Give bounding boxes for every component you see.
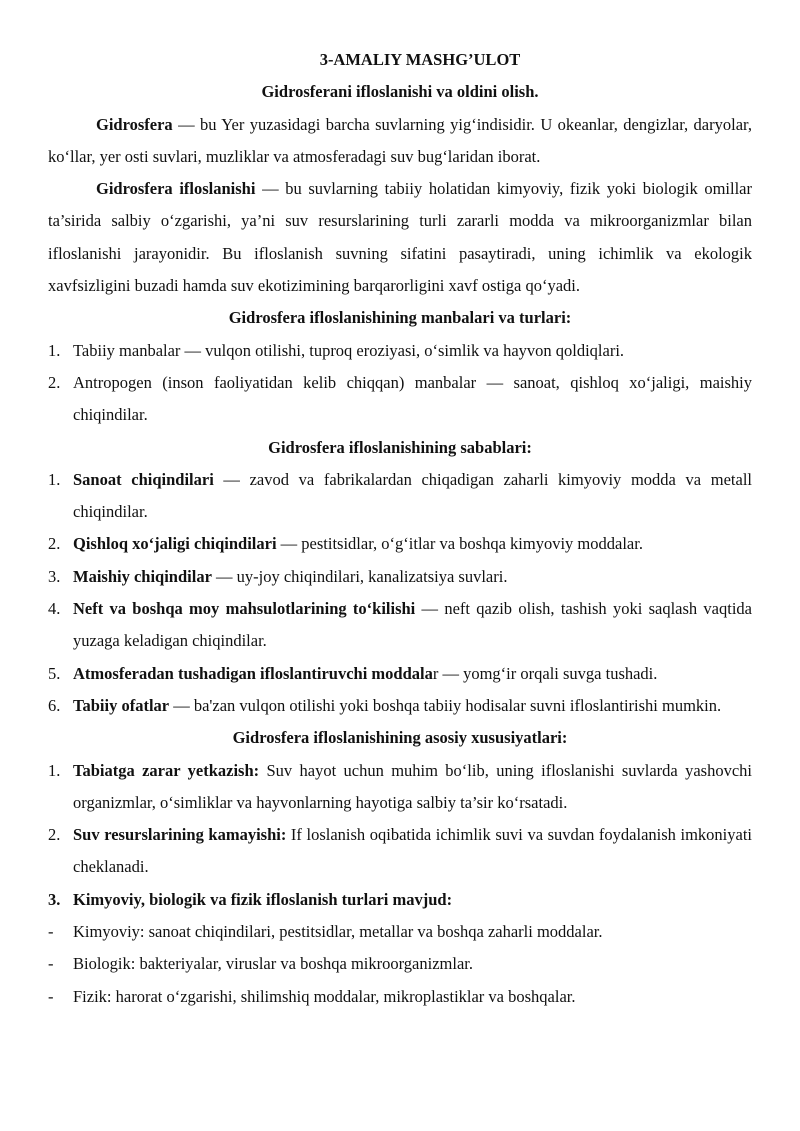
dash-item: - Biologik: bakteriyalar, viruslar va boshqa mikroorganizmlar. — [48, 954, 473, 974]
dash-item: - Kimyoviy: sanoat chiqindilari, pestitsidlar, metallar va boshqa zaharli moddalar. — [48, 922, 603, 942]
list-item: 2. Qishloq xo‘jaligi chiqindilari — pestitsidlar, o‘g‘itlar va boshqa kimyoviy moddalar. — [48, 534, 643, 554]
section-heading-sources: Gidrosfera ifloslanishining manbalari va turlari: — [228, 308, 572, 328]
intro-paragraph-2: Gidrosfera ifloslanishi — bu suvlarning tabiiy holatidan kimyoviy, fizik yoki biologik omillar ta’sirida salbiy o‘zgarishi, ya’ni suv resurslarining turli zararli modda va mikroorganizmlar bilan ifloslanishi jarayonidir. Bu ifloslanish suvning sifatini pasaytiradi, uning ichimlik va ekologik xavfsizligini buzadi hamda suv ekotizimining barqarorligini xavf ostiga qo‘yadi. — [48, 179, 752, 296]
list-item: 2. Antropogen (inson faoliyatidan kelib chiqqan) manbalar — sanoat, qishloq xo‘jaligi, maishiy chiqindilar. — [48, 372, 752, 425]
section-heading-features: Gidrosfera ifloslanishining asosiy xususiyatlari: — [232, 728, 568, 748]
pollution-types-list — [48, 916, 752, 1013]
list-item: 1. Tabiatga zarar yetkazish: Suv hayot uchun muhim bo‘lib, uning ifloslanishi suvlarda yashovchi organizmlar, o‘simliklar va hayvonlarning hayotiga salbiy ta’sir ko‘rsatadi. — [48, 760, 752, 812]
dash-item: - Fizik: harorat o‘zgarishi, shilimshiq moddalar, mikroplastiklar va boshqalar. — [48, 986, 576, 1006]
causes-list — [48, 464, 752, 722]
list-item: 2. Suv resurslarining kamayishi: If loslanish oqibatida ichimlik suvi va suvdan foydalanish imkoniyati cheklanadi. — [48, 825, 753, 877]
list-item: 3. Maishiy chiqindilar — uy-joy chiqindilari, kanalizatsiya suvlari. — [48, 566, 508, 586]
intro-paragraph-1: Gidrosfera — bu Yer yuzasidagi barcha suvlarning yig‘indisidir. U okeanlar, dengizlar, daryolar, ko‘llar, yer osti suvlari, muzliklar va atmosferadagi suv bug‘laridan iborat. — [48, 114, 752, 166]
list-item: 6. Tabiiy ofatlar — ba'zan vulqon otilishi yoki boshqa tabiiy hodisalar suvni ifloslantirishi mumkin. — [48, 695, 722, 715]
list-item: 5. Atmosferadan tushadigan ifloslantiruvchi moddalar — yomg‘ir orqali suvga tushadi. — [48, 663, 658, 683]
features-list — [48, 755, 752, 916]
page-subtitle: Gidrosferani ifloslanishi va oldini olish. — [261, 82, 539, 102]
list-item: 3. Kimyoviy, biologik va fizik ifloslanish turlari mavjud: — [48, 889, 453, 909]
term: Gidrosfera ifloslanishi — [96, 179, 256, 199]
page-title: 3-AMALIY MASHG’ULOT — [319, 50, 521, 69]
section-heading-causes: Gidrosfera ifloslanishining sabablari: — [268, 437, 532, 457]
term: Gidrosfera — [96, 114, 173, 134]
list-item: 4. Neft va boshqa moy mahsulotlarining to‘kilishi — neft qazib olish, tashish yoki saqlash vaqtida yuzaga keladigan chiqindilar. — [48, 599, 752, 651]
sources-list — [48, 335, 752, 432]
list-item: 1. Tabiiy manbalar — vulqon otilishi, tuproq eroziyasi, o‘simlik va hayvon qoldiqlari. — [48, 340, 625, 360]
list-item: 1. Sanoat chiqindilari — zavod va fabrikalardan chiqadigan zaharli kimyoviy modda va metall chiqindilar. — [48, 469, 752, 522]
